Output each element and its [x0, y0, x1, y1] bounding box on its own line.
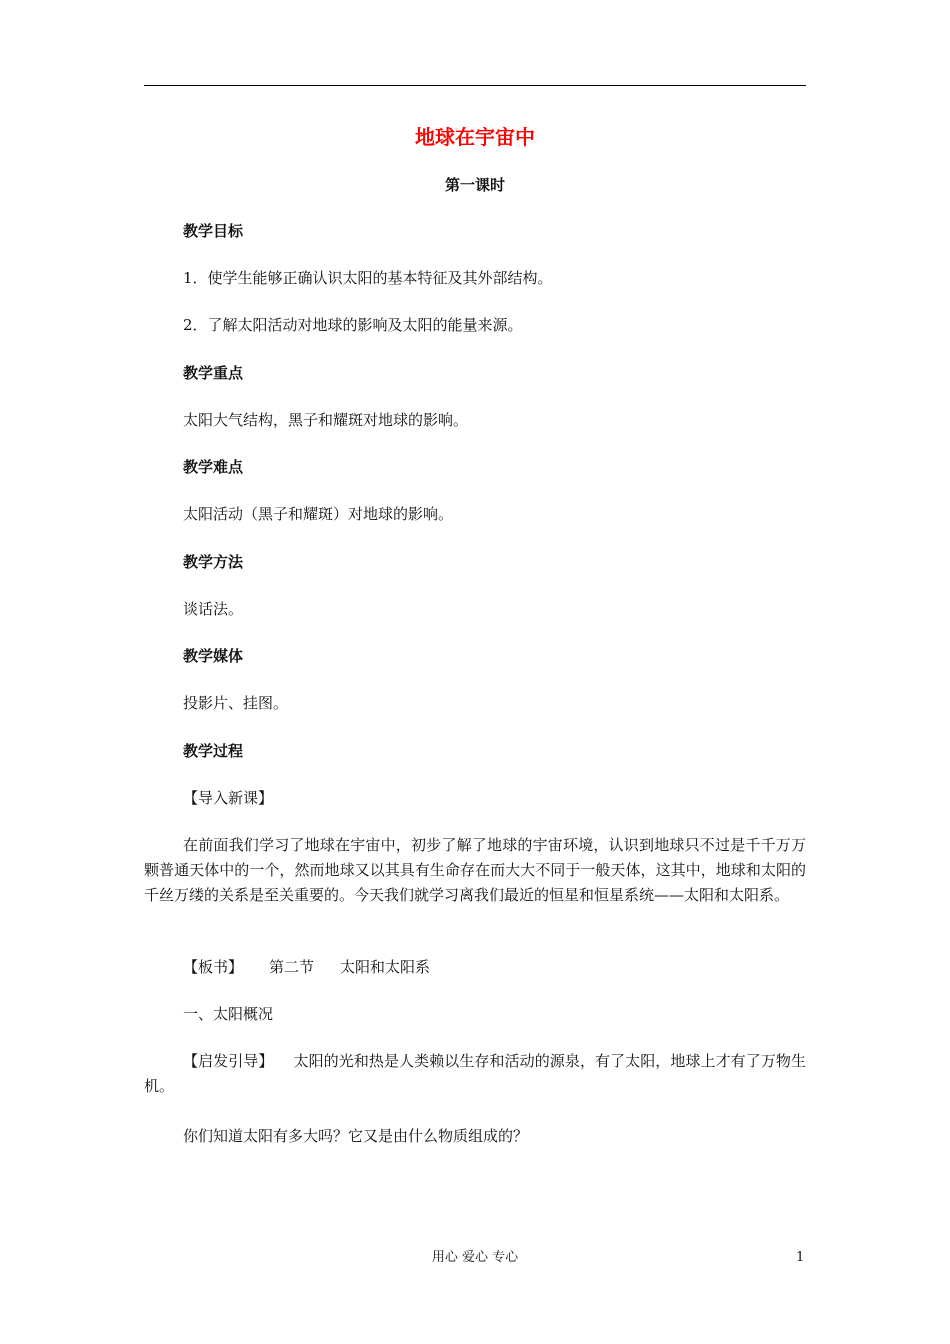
guide-text: 太阳的光和热是人类赖以生存和活动的源泉，有了太阳，地球上才有了万物生机。	[144, 1052, 806, 1095]
media-text: 投影片、挂图。	[183, 694, 289, 712]
difficulties-heading: 教学难点	[183, 458, 244, 476]
section-heading-1: 一、太阳概况	[183, 1005, 274, 1023]
guide-paragraph	[144, 1049, 806, 1099]
question-text: 你们知道太阳有多大吗？它又是由什么物质组成的？	[183, 1127, 529, 1145]
objectives-heading: 教学目标	[183, 222, 244, 240]
document-subtitle: 第一课时	[444, 176, 505, 194]
board-title: 太阳和太阳系	[340, 958, 431, 976]
key-points-text: 太阳大气结构，黑子和耀斑对地球的影响。	[183, 411, 469, 429]
intro-label: 【导入新课】	[183, 789, 274, 807]
footer-slogan: 用心 爱心 专心	[431, 1250, 519, 1265]
methods-text: 谈话法。	[183, 600, 244, 618]
page-number: 1	[796, 1250, 805, 1265]
board-line	[183, 957, 430, 977]
difficulties-text: 太阳活动（黑子和耀斑）对地球的影响。	[183, 505, 454, 523]
header-rule	[144, 85, 806, 86]
board-section: 第二节	[269, 958, 315, 976]
methods-heading: 教学方法	[183, 553, 244, 571]
intro-paragraph: 在前面我们学习了地球在宇宙中，初步了解了地球的宇宙环境，认识到地球只不过是千千万万颗普通天体中的一个，然而地球又以其具有生命存在而大大不同于一般天体，这其中，地球和太阳的千丝万缕的关系是至关重要的。今天我们就学习离我们最近的恒星和恒星系统——太阳和太阳系。	[144, 836, 806, 904]
document-title: 地球在宇宙中	[415, 125, 535, 149]
process-heading: 教学过程	[183, 742, 244, 760]
objective-item-1: 1．使学生能够正确认识太阳的基本特征及其外部结构。	[183, 269, 553, 287]
guide-label: 【启发引导】	[183, 1052, 274, 1070]
key-points-heading: 教学重点	[183, 364, 244, 382]
board-label: 【板书】	[183, 958, 244, 976]
objective-item-2: 2．了解太阳活动对地球的影响及太阳的能量来源。	[183, 316, 523, 334]
media-heading: 教学媒体	[183, 647, 244, 665]
